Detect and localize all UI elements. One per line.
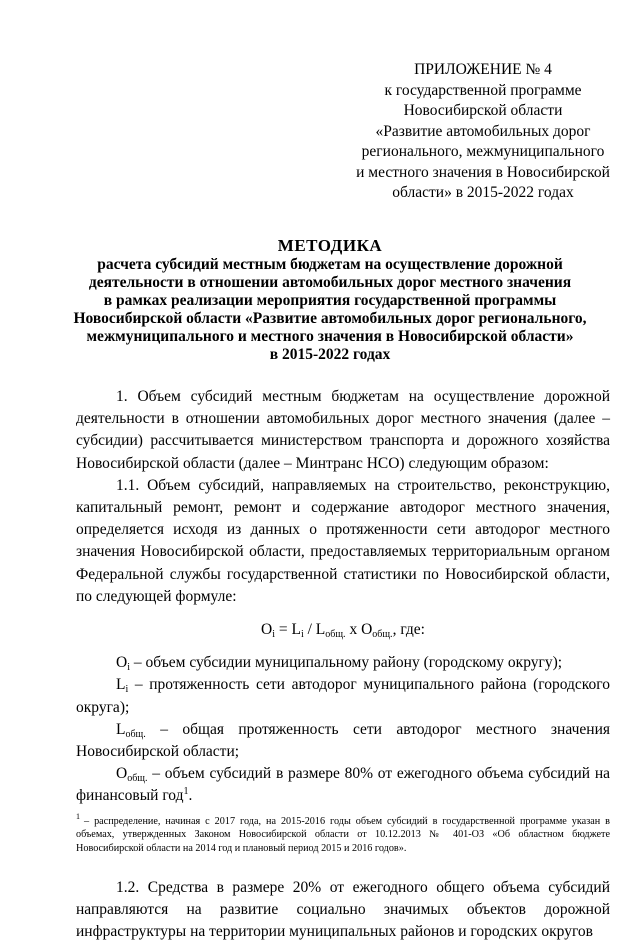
paragraph-1-2: 1.2. Средства в размере 20% от ежегодного общего объема субсидий направляются на развитие социально значимых объектов дорожной инфраструктуры на территории муниципальных районов и городских округов <box>76 879 610 941</box>
footnote-text: – распределение, начиная с 2017 года, на 2015-2016 годы объем субсидий в государственной программе указан в объемах, утвержденных Законом Новосибирской области от 10.12.2013 № 401-ОЗ «Об областном бюджете Новосибирской области на 2014 год и плановый период 2015 и 2016 годов». <box>76 815 610 854</box>
formula-eq: = L <box>274 621 301 639</box>
def-text: – общая протяженность сети автодорог местного значения Новосибирской области; <box>76 720 610 761</box>
paragraph-1-1: 1.1. Объем субсидий, направляемых на строительство, реконструкцию, капитальный ремонт, ремонт и содержание автодорог местного значения, определяется исходя из данных о протяженности сети автодорог местного значения Новосибирской области, предоставляемых территориальным органом Федеральной службы государственной статистики по Новосибирской области, по следующей формуле: <box>76 476 610 605</box>
def-text: – объем субсидий в размере 80% от ежегодного объема субсидий на финансовый год <box>76 765 610 805</box>
definition-lobsh <box>76 719 610 763</box>
def-sub: общ. <box>127 773 148 785</box>
def-text: – протяженность сети автодорог муниципального района (городского округа); <box>76 676 610 716</box>
footnote-mark: 1 <box>76 811 80 821</box>
footnote-ref: 1 <box>183 786 189 798</box>
title-line: в 2015-2022 годах <box>269 346 391 363</box>
def-symbol: O <box>116 765 128 783</box>
definition-oobsh <box>76 763 610 807</box>
definition-oi <box>76 652 610 674</box>
def-sub: i <box>125 684 129 696</box>
definition-li <box>76 674 610 718</box>
title-main: МЕТОДИКА <box>277 236 383 255</box>
paragraph-1: 1. Объем субсидий местным бюджетам на осуществление дорожной деятельности в отношении автомобильных дорог местного значения (далее – субсидии) рассчитывается министерством транспорта и дорожного хозяйства Новосибирской области (далее – Минтранс НСО) следующим образом: <box>76 388 610 472</box>
footnote <box>76 810 610 856</box>
def-symbol: L <box>116 720 126 738</box>
formula-sub-i: i <box>272 629 275 641</box>
formula-sub-i: i <box>300 629 304 641</box>
title-line: расчета субсидий местным бюджетам на осуществление дорожной <box>97 256 563 273</box>
appendix-header <box>348 60 618 204</box>
appendix-line: «Развитие автомобильных дорог <box>375 122 591 140</box>
document-body <box>76 386 610 943</box>
formula-sub-obsh: общ. <box>325 629 346 641</box>
formula-slash: / L <box>303 621 326 639</box>
def-text: – объем субсидии муниципальному району (городскому округу); <box>129 654 563 672</box>
def-symbol: O <box>116 654 128 672</box>
formula-tail: , где: <box>392 621 425 639</box>
title-line: межмуниципального и местного значения в Новосибирской области» <box>86 328 574 345</box>
appendix-line: и местного значения в Новосибирской <box>356 163 610 181</box>
title-line: в рамках реализации мероприятия государственной программы <box>103 292 557 309</box>
document-title <box>60 236 600 364</box>
def-sub: общ. <box>125 728 146 740</box>
appendix-line: к государственной программе <box>384 81 582 99</box>
appendix-line: регионального, межмуниципального <box>361 143 605 160</box>
appendix-line: Новосибирской области <box>403 102 563 119</box>
title-line: деятельности в отношении автомобильных дорог местного значения <box>88 274 572 291</box>
formula-o: O <box>261 621 273 639</box>
def-symbol: L <box>116 676 126 694</box>
formula-x: x O <box>345 621 373 639</box>
formula <box>76 619 610 641</box>
formula-sub-obsh: общ. <box>372 629 393 641</box>
title-line: Новосибирской области «Развитие автомобильных дорог регионального, <box>73 310 587 327</box>
def-text: . <box>188 787 193 805</box>
def-sub: i <box>127 662 130 674</box>
appendix-line: ПРИЛОЖЕНИЕ № 4 <box>414 61 552 78</box>
appendix-line: области» в 2015-2022 годах <box>392 184 574 201</box>
